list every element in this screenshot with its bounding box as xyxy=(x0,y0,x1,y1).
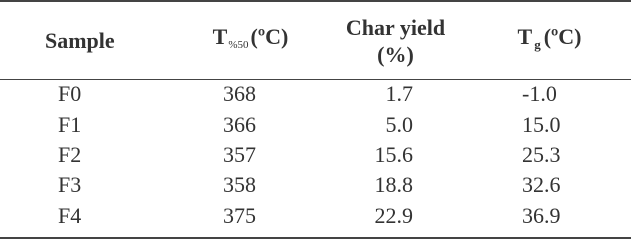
header-t50-subscript: %50 xyxy=(228,38,249,51)
cell-t50: 375 xyxy=(223,202,256,228)
cell-char-yield: 22.9 xyxy=(374,202,413,228)
cell-tg: -1.0 xyxy=(522,81,557,107)
header-row xyxy=(0,2,631,79)
cell-char-yield: 15.6 xyxy=(374,141,413,167)
cell-tg: 36.9 xyxy=(522,202,561,228)
header-tg-subscript: g xyxy=(534,37,541,52)
table-row xyxy=(0,201,631,231)
cell-sample: F4 xyxy=(58,202,82,228)
cell-t50: 368 xyxy=(223,81,256,107)
header-tg: T $_g$ (ºC) xyxy=(517,24,582,52)
cell-sample: F2 xyxy=(58,141,82,167)
results-table xyxy=(0,2,631,231)
table-body xyxy=(0,79,631,231)
cell-sample: F1 xyxy=(58,111,82,137)
cell-char-yield: 18.8 xyxy=(374,172,413,198)
cell-tg: 25.3 xyxy=(522,141,561,167)
cell-char-yield: 5.0 xyxy=(385,111,413,137)
bottom-rule xyxy=(0,237,631,239)
table-row xyxy=(0,109,631,139)
cell-sample: F0 xyxy=(58,81,82,107)
table-row xyxy=(0,170,631,200)
cell-t50: 358 xyxy=(223,172,256,198)
cell-char-yield: 1.7 xyxy=(385,81,413,107)
cell-tg: 15.0 xyxy=(522,111,561,137)
header-t50: $T_{\%50}(ºC)$ xyxy=(212,23,289,51)
cell-tg: 32.6 xyxy=(522,172,561,198)
cell-t50: 366 xyxy=(223,111,256,137)
header-char-yield: Char yield (%) xyxy=(345,14,446,67)
table-header xyxy=(0,2,631,79)
header-sample: Sample xyxy=(45,28,115,53)
table-row xyxy=(0,79,631,109)
table-row xyxy=(0,140,631,170)
cell-sample: F3 xyxy=(58,172,82,198)
cell-t50: 357 xyxy=(223,141,256,167)
